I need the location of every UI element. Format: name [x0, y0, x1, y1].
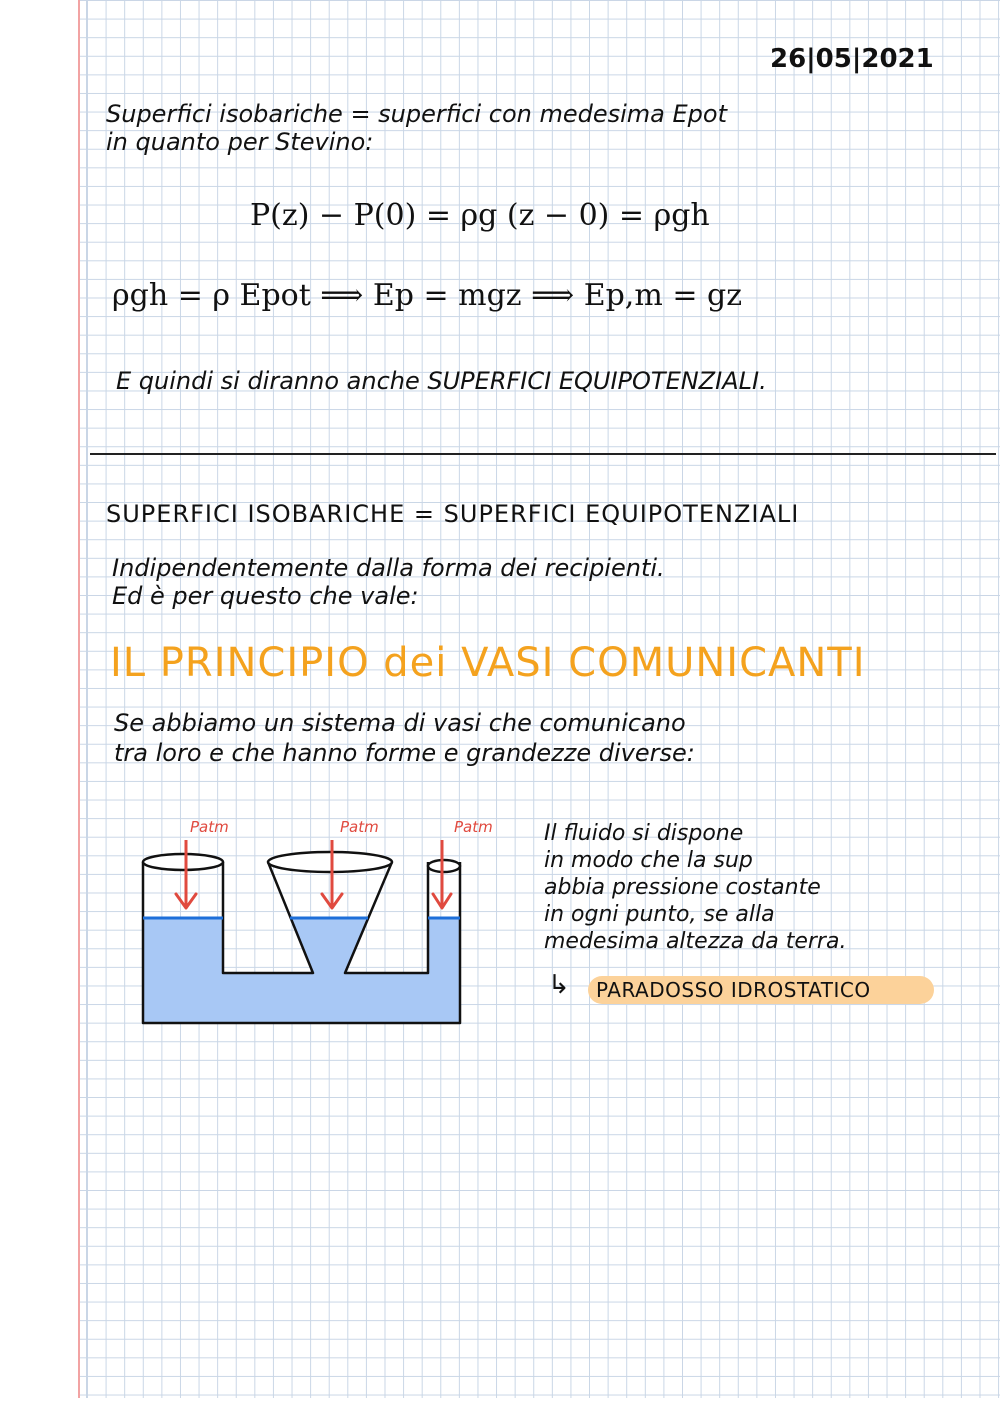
right-vessel-rim [428, 860, 460, 872]
fluid-description [544, 820, 846, 955]
paragraph-line: tra loro e che hanno forme e grandezze diverse: [114, 739, 695, 767]
paragraph-isobaric [106, 100, 727, 156]
grid-margin-line [86, 0, 87, 1415]
atm-pressure-arrow [322, 840, 342, 908]
paragraph-line: Indipendentemente dalla forma dei recipienti. [112, 554, 665, 582]
paragraph-equipotential: E quindi si diranno anche SUPERFICI EQUIPOTENZIALI. [116, 367, 767, 395]
red-margin-line [78, 0, 80, 1415]
communicating-vessels-diagram [130, 840, 480, 1030]
patm-label: Patm [190, 818, 229, 836]
patm-label: Patm [340, 818, 379, 836]
section-title-equation: SUPERFICI ISOBARICHE = SUPERFICI EQUIPOTENZIALI [106, 500, 800, 528]
description-line: in ogni punto, se alla [544, 902, 775, 927]
paragraph-line: in quanto per Stevino: [106, 128, 374, 156]
section-divider [90, 453, 996, 455]
bottom-edge [0, 1398, 1000, 1415]
paragraph-line: Ed è per questo che vale: [112, 582, 419, 610]
paragraph-line: Se abbiamo un sistema di vasi che comunicano [114, 709, 686, 737]
description-line: in modo che la sup [544, 848, 753, 873]
description-line: Il fluido si dispone [544, 821, 744, 846]
note-date: 26|05|2021 [770, 44, 934, 74]
bent-arrow-icon: ↳ [548, 970, 570, 1000]
atm-pressure-arrow [176, 840, 196, 908]
principle-heading: IL PRINCIPIO dei VASI COMUNICANTI [110, 640, 866, 686]
paradox-label: PARADOSSO IDROSTATICO [596, 978, 871, 1002]
paragraph-vessels [114, 708, 695, 768]
description-line: abbia pressione costante [544, 875, 821, 900]
paragraph-line: Superfici isobariche = superfici con medesima Epot [106, 100, 727, 128]
equation-stevino: P(z) − P(0) = ρg (z − 0) = ρgh [250, 198, 710, 233]
description-line: medesima altezza da terra. [544, 929, 847, 954]
left-vessel-rim [143, 854, 223, 870]
equation-energy: ρgh = ρ Epot ⟹ Ep = mgz ⟹ Ep,m = gz [112, 278, 742, 313]
fluid-fill [143, 918, 460, 1023]
left-margin-area [0, 0, 78, 1415]
patm-label: Patm [454, 818, 493, 836]
atm-pressure-arrow [433, 840, 451, 908]
paragraph-independence [112, 554, 665, 610]
middle-vessel-rim [268, 852, 392, 872]
